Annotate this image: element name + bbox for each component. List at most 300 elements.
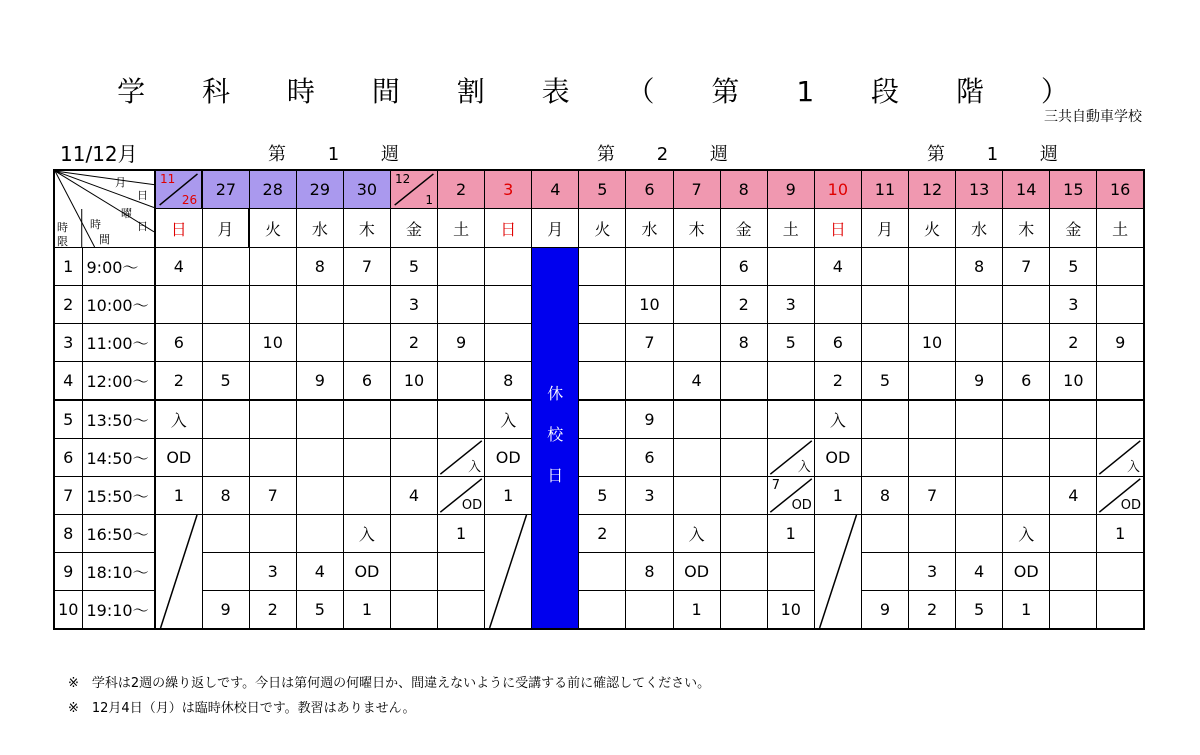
timetable-cell xyxy=(296,400,343,439)
date-label: 30 xyxy=(356,180,378,199)
period-time xyxy=(82,400,155,439)
timetable-cell xyxy=(1050,477,1097,515)
timetable-cell xyxy=(1097,515,1144,553)
timetable-cell xyxy=(814,362,861,401)
timetable-cell xyxy=(296,362,343,401)
timetable-cell xyxy=(390,591,437,630)
corner-weekday-day: 日 xyxy=(137,220,148,233)
timetable-cell xyxy=(438,591,485,630)
timetable-cell xyxy=(390,515,437,553)
lesson-number: 入 xyxy=(170,411,187,430)
period-time xyxy=(82,286,155,324)
timetable-cell xyxy=(485,439,532,477)
page-title: 学 科 時 間 割 表 （ 第 1 段 階 ） xyxy=(117,75,1093,108)
period-time-text: 11:00～ xyxy=(86,334,149,353)
date-header xyxy=(673,170,720,209)
timetable-cell xyxy=(343,286,390,324)
timetable-cell xyxy=(155,400,202,439)
timetable-cell xyxy=(202,362,249,401)
date-header xyxy=(626,170,673,209)
lesson-number: 9 xyxy=(1115,333,1126,352)
corner-period-1: 時 xyxy=(57,221,68,234)
lesson-number: 7 xyxy=(267,486,278,505)
weekday-header xyxy=(579,209,626,248)
split-cell-lower: 入 xyxy=(797,460,811,475)
lesson-number: 3 xyxy=(644,486,655,505)
period-number-text: 8 xyxy=(63,524,74,543)
timetable-cell xyxy=(249,553,296,591)
timetable-cell xyxy=(390,439,437,477)
timetable-cell xyxy=(626,477,673,515)
period-time xyxy=(82,515,155,553)
lesson-number: 入 xyxy=(500,411,517,430)
period-number xyxy=(54,362,82,401)
timetable-cell xyxy=(1050,553,1097,591)
timetable-cell xyxy=(438,400,485,439)
weekday-label: 月 xyxy=(217,219,234,239)
timetable-cell xyxy=(1050,515,1097,553)
timetable-cell xyxy=(673,515,720,553)
lesson-number: 5 xyxy=(314,600,325,619)
period-number xyxy=(54,591,82,630)
lesson-number: 1 xyxy=(173,486,184,505)
timetable-cell xyxy=(956,248,1003,286)
holiday-char: 日 xyxy=(547,465,564,485)
corner-month: 月 xyxy=(115,176,126,189)
timetable-cell xyxy=(1003,591,1050,630)
weekday-label: 土 xyxy=(453,219,470,239)
weekday-header xyxy=(343,209,390,248)
weekday-header xyxy=(673,209,720,248)
timetable-cell xyxy=(720,286,767,324)
lesson-number: 1 xyxy=(691,600,702,619)
lesson-number: 10 xyxy=(403,371,425,390)
split-cell-lower: OD xyxy=(1120,498,1141,513)
weekday-header xyxy=(1097,209,1144,248)
timetable-cell xyxy=(1003,553,1050,591)
timetable-cell xyxy=(343,324,390,362)
timetable-cell xyxy=(202,553,249,591)
timetable-cell xyxy=(861,515,908,553)
period-number-text: 1 xyxy=(63,257,74,276)
lesson-number: 2 xyxy=(408,333,420,352)
timetable-cell xyxy=(485,400,532,439)
weekday-label: 木 xyxy=(1018,219,1035,239)
lesson-number: 5 xyxy=(597,486,608,505)
weekday-label: 金 xyxy=(406,219,423,239)
corner-time-2: 間 xyxy=(99,233,110,246)
timetable-cell xyxy=(767,591,814,630)
period-number xyxy=(54,286,82,324)
lesson-number: 入 xyxy=(358,525,375,544)
timetable-cell xyxy=(1003,515,1050,553)
lesson-number: 1 xyxy=(456,524,467,543)
lesson-number: 5 xyxy=(408,257,420,276)
lesson-number: 1 xyxy=(1115,524,1126,543)
date-header xyxy=(390,170,437,209)
lesson-number: 5 xyxy=(879,371,891,390)
timetable-cell xyxy=(1003,477,1050,515)
inactive-slot xyxy=(155,515,202,630)
timetable-cell xyxy=(861,248,908,286)
date-header xyxy=(532,170,579,209)
timetable-cell xyxy=(249,362,296,401)
date-header xyxy=(1097,170,1144,209)
timetable-cell xyxy=(720,362,767,401)
timetable-cell xyxy=(202,591,249,630)
timetable-cell xyxy=(390,477,437,515)
lesson-number: 2 xyxy=(926,600,938,619)
date-day: 26 xyxy=(181,193,198,207)
timetable-cell xyxy=(249,591,296,630)
weekday-label: 木 xyxy=(358,219,375,239)
timetable-cell xyxy=(909,515,956,553)
date-header xyxy=(296,170,343,209)
timetable-cell xyxy=(155,286,202,324)
timetable-cell xyxy=(861,324,908,362)
note-1: ※ 学科は2週の繰り返しです。今日は第何週の何曜日か、間違えないように受講する前に確認してください。 xyxy=(68,676,711,691)
lesson-number: OD xyxy=(684,562,710,581)
timetable-cell xyxy=(1097,362,1144,401)
timetable-cell xyxy=(956,362,1003,401)
week-label-3: 第 1 週 xyxy=(927,144,1076,165)
period-time-text: 15:50～ xyxy=(86,487,149,506)
timetable-cell xyxy=(767,286,814,324)
lesson-number: 2 xyxy=(832,371,843,390)
timetable-cell xyxy=(296,439,343,477)
timetable-cell xyxy=(296,515,343,553)
period-time-text: 10:00～ xyxy=(86,296,149,315)
date-header xyxy=(767,170,814,209)
lesson-number: 1 xyxy=(503,486,514,505)
period-time xyxy=(82,477,155,515)
lesson-number: 6 xyxy=(738,257,749,276)
timetable-cell xyxy=(579,362,626,401)
date-label: 15 xyxy=(1063,180,1084,199)
timetable-cell xyxy=(579,591,626,630)
date-header xyxy=(202,170,249,209)
timetable-cell xyxy=(956,591,1003,630)
timetable-cell xyxy=(1003,286,1050,324)
lesson-number: 3 xyxy=(408,295,420,314)
timetable-cell xyxy=(1097,286,1144,324)
timetable-cell xyxy=(1003,324,1050,362)
timetable-cell xyxy=(767,362,814,401)
timetable-cell xyxy=(296,286,343,324)
period-number-text: 2 xyxy=(63,295,74,314)
corner-time-1: 時 xyxy=(90,218,101,231)
date-header xyxy=(909,170,956,209)
inactive-slot xyxy=(485,515,532,630)
weekday-label: 土 xyxy=(782,219,799,239)
date-label: 2 xyxy=(456,180,467,199)
timetable-cell xyxy=(485,477,532,515)
date-label: 5 xyxy=(597,180,608,199)
timetable-cell xyxy=(1097,248,1144,286)
lesson-number: 9 xyxy=(314,371,325,390)
period-number-text: 10 xyxy=(58,600,79,619)
date-label: 3 xyxy=(503,180,514,199)
lesson-number: 2 xyxy=(738,295,749,314)
lesson-number: 1 xyxy=(361,600,373,619)
timetable-cell xyxy=(438,324,485,362)
timetable-cell xyxy=(956,553,1003,591)
timetable-cell xyxy=(390,324,437,362)
timetable-cell xyxy=(673,439,720,477)
timetable-cell xyxy=(956,477,1003,515)
lesson-number: 4 xyxy=(974,562,985,581)
period-time-text: 16:50～ xyxy=(86,525,149,544)
timetable-cell xyxy=(202,400,249,439)
lesson-number: 3 xyxy=(926,562,938,581)
timetable-cell xyxy=(909,439,956,477)
timetable-cell xyxy=(1050,439,1097,477)
date-header xyxy=(343,170,390,209)
date-header xyxy=(720,170,767,209)
timetable-cell xyxy=(485,362,532,401)
weekday-header xyxy=(202,209,249,248)
split-cell xyxy=(438,477,485,515)
timetable-cell xyxy=(767,553,814,591)
date-label: 6 xyxy=(644,180,655,199)
timetable-cell xyxy=(626,515,673,553)
month-label: 11/12月 xyxy=(60,142,138,166)
lesson-number: 6 xyxy=(832,333,843,352)
timetable-cell xyxy=(249,324,296,362)
date-header xyxy=(438,170,485,209)
holiday-column xyxy=(532,248,579,630)
weekday-label: 火 xyxy=(264,219,281,239)
date-label: 14 xyxy=(1016,180,1037,199)
timetable-cell xyxy=(861,553,908,591)
lesson-number: 4 xyxy=(173,257,184,276)
period-number xyxy=(54,553,82,591)
week-label-2: 第 2 週 xyxy=(597,144,746,165)
period-time xyxy=(82,553,155,591)
lesson-number: 5 xyxy=(220,371,231,390)
timetable-cell xyxy=(814,324,861,362)
lesson-number: 3 xyxy=(785,295,796,314)
date-label: 4 xyxy=(550,180,561,199)
timetable-cell xyxy=(814,439,861,477)
lesson-number: 4 xyxy=(408,486,420,505)
timetable-cell xyxy=(202,324,249,362)
timetable-cell xyxy=(814,286,861,324)
lesson-number: 1 xyxy=(785,524,796,543)
timetable-cell xyxy=(1050,248,1097,286)
timetable-cell xyxy=(485,286,532,324)
timetable-cell xyxy=(249,477,296,515)
timetable-cell xyxy=(720,591,767,630)
timetable-cell xyxy=(1003,362,1050,401)
date-day: 1 xyxy=(425,193,434,207)
timetable-cell xyxy=(720,248,767,286)
timetable-cell xyxy=(909,477,956,515)
lesson-number: 1 xyxy=(832,486,843,505)
date-label: 12 xyxy=(921,180,943,199)
timetable-cell xyxy=(909,553,956,591)
date-header xyxy=(814,170,861,209)
timetable-cell xyxy=(720,477,767,515)
inactive-slot xyxy=(814,515,861,630)
lesson-number: 8 xyxy=(879,486,891,505)
timetable-cell xyxy=(202,286,249,324)
lesson-number: 6 xyxy=(1021,371,1032,390)
timetable-cell xyxy=(673,477,720,515)
timetable-cell xyxy=(909,362,956,401)
date-label: 27 xyxy=(215,180,237,199)
period-number-text: 3 xyxy=(63,333,74,352)
lesson-number: 10 xyxy=(639,295,660,314)
timetable-cell xyxy=(1097,400,1144,439)
timetable-cell xyxy=(579,439,626,477)
weekday-header xyxy=(532,209,579,248)
timetable-cell xyxy=(767,248,814,286)
timetable-cell xyxy=(814,400,861,439)
timetable-cell xyxy=(390,362,437,401)
timetable-cell xyxy=(343,400,390,439)
lesson-number: 入 xyxy=(829,411,846,430)
date-month: 12 xyxy=(394,172,411,186)
timetable-cell xyxy=(579,553,626,591)
timetable-cell xyxy=(909,248,956,286)
timetable-cell xyxy=(1003,248,1050,286)
lesson-number: 7 xyxy=(361,257,373,276)
date-header xyxy=(249,170,296,209)
timetable-cell xyxy=(438,553,485,591)
split-cell-lower: 入 xyxy=(468,460,482,475)
period-number-text: 6 xyxy=(63,448,74,467)
timetable-cell xyxy=(1050,286,1097,324)
period-number xyxy=(54,400,82,439)
period-number xyxy=(54,439,82,477)
weekday-label: 火 xyxy=(924,219,941,239)
weekday-header xyxy=(1003,209,1050,248)
timetable-cell xyxy=(861,286,908,324)
period-time-text: 13:50～ xyxy=(86,411,149,430)
period-time xyxy=(82,362,155,401)
lesson-number: 2 xyxy=(1068,333,1079,352)
timetable-cell xyxy=(626,439,673,477)
timetable-cell xyxy=(626,591,673,630)
timetable-cell xyxy=(390,248,437,286)
lesson-number: 3 xyxy=(1068,295,1079,314)
weekday-label: 水 xyxy=(641,219,658,239)
lesson-number: 6 xyxy=(173,333,184,352)
timetable-cell xyxy=(202,477,249,515)
weekday-header xyxy=(485,209,532,248)
school-name: 三共自動車学校 xyxy=(1044,109,1142,125)
timetable-cell xyxy=(909,400,956,439)
lesson-number: 8 xyxy=(644,562,655,581)
lesson-number: 7 xyxy=(1021,257,1032,276)
lesson-number: 6 xyxy=(361,371,373,390)
timetable-cell xyxy=(579,477,626,515)
timetable xyxy=(53,169,1145,630)
period-time-text: 19:10～ xyxy=(86,601,149,620)
date-header xyxy=(956,170,1003,209)
weekday-label: 水 xyxy=(311,219,328,239)
timetable-cell xyxy=(296,553,343,591)
timetable-cell xyxy=(579,248,626,286)
lesson-number: 8 xyxy=(738,333,749,352)
weekday-label: 月 xyxy=(547,219,564,239)
period-number-text: 4 xyxy=(63,371,74,390)
period-number-text: 9 xyxy=(63,562,74,581)
date-label: 29 xyxy=(309,180,330,199)
timetable-cell xyxy=(249,400,296,439)
timetable-cell xyxy=(1050,324,1097,362)
lesson-number: 8 xyxy=(314,257,325,276)
timetable-cell xyxy=(956,515,1003,553)
period-number xyxy=(54,477,82,515)
period-number-text: 7 xyxy=(63,486,74,505)
timetable-cell xyxy=(720,439,767,477)
timetable-cell xyxy=(485,324,532,362)
split-cell xyxy=(1097,477,1144,515)
timetable-cell xyxy=(202,248,249,286)
lesson-number: 入 xyxy=(1018,525,1035,544)
timetable-cell xyxy=(626,324,673,362)
timetable-cell xyxy=(861,477,908,515)
timetable-cell xyxy=(861,362,908,401)
date-header xyxy=(861,170,908,209)
weekday-header xyxy=(909,209,956,248)
timetable-cell xyxy=(673,286,720,324)
timetable-cell xyxy=(626,400,673,439)
weekday-label: 金 xyxy=(735,219,752,239)
period-number-text: 5 xyxy=(63,410,74,429)
timetable-cell xyxy=(390,286,437,324)
date-header xyxy=(1050,170,1097,209)
timetable-cell xyxy=(1003,439,1050,477)
date-label: 9 xyxy=(785,180,796,199)
timetable-cell xyxy=(390,400,437,439)
weekday-label: 木 xyxy=(688,219,705,239)
timetable-cell xyxy=(720,324,767,362)
timetable-cell xyxy=(956,324,1003,362)
timetable-cell xyxy=(956,439,1003,477)
timetable-cell xyxy=(1050,400,1097,439)
timetable-cell xyxy=(814,477,861,515)
weekday-header xyxy=(626,209,673,248)
timetable-cell xyxy=(626,286,673,324)
weekday-header xyxy=(249,209,296,248)
timetable-cell xyxy=(155,324,202,362)
split-cell-lower: OD xyxy=(461,498,483,513)
period-time xyxy=(82,248,155,286)
lesson-number: 4 xyxy=(1068,486,1079,505)
lesson-number: 5 xyxy=(974,600,985,619)
corner-period-2: 限 xyxy=(57,235,68,248)
date-label: 7 xyxy=(691,180,702,199)
period-time xyxy=(82,439,155,477)
timetable-cell xyxy=(673,553,720,591)
weekday-label: 日 xyxy=(500,219,517,239)
timetable-cell xyxy=(202,515,249,553)
timetable-cell xyxy=(626,553,673,591)
timetable-cell xyxy=(673,400,720,439)
note-2: ※ 12月4日（月）は臨時休校日です。教習はありません。 xyxy=(68,701,416,716)
timetable-cell xyxy=(249,515,296,553)
timetable-cell xyxy=(579,400,626,439)
date-label: 28 xyxy=(262,180,283,199)
timetable-cell xyxy=(673,362,720,401)
timetable-cell xyxy=(720,553,767,591)
period-time xyxy=(82,591,155,630)
period-time-text: 14:50～ xyxy=(86,449,149,468)
weekday-label: 日 xyxy=(170,219,187,239)
